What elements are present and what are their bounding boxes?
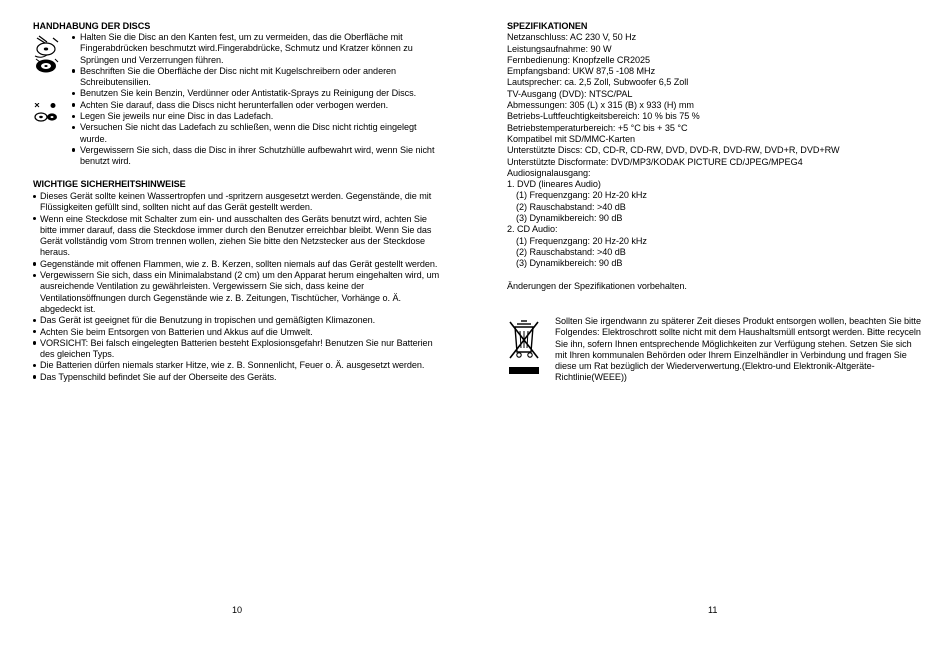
spec-line: Lautsprecher: ca. 2,5 Zoll, Subwoofer 6,5 Zoll: [507, 77, 689, 88]
weee-crossed-bin-icon: [507, 318, 541, 376]
bullet-icon: [72, 126, 75, 129]
list-item: Vergewissern Sie sich, dass die Disc in ihrer Schutzhülle aufbewahrt wird, wenn Sie nicht benutzt wird.: [72, 145, 442, 168]
list-item: Dieses Gerät sollte keinen Wassertropfen und -spritzern ausgesetzt werden. Gegenstände, die mit Flüssigkeiten gefüllt sind, sollten nicht auf das Gerät gestellt werden.: [33, 191, 441, 214]
list-item: Benutzen Sie kein Benzin, Verdünner oder Antistatik-Sprays zu Reinigung der Discs.: [72, 88, 442, 99]
disc-handling-heading: HANDHABUNG DER DISCS: [33, 21, 151, 31]
safety-list: [33, 191, 441, 383]
spacer: [507, 270, 927, 281]
list-item: Gegenstände mit offenen Flammen, wie z. B. Kerzen, sollten niemals auf das Gerät gestellt werden.: [33, 259, 441, 270]
list-item: Das Gerät ist geeignet für die Benutzung in tropischen und gemäßigten Klimazonen.: [33, 315, 441, 326]
spec-line: Unterstützte Discs: CD, CD-R, CD-RW, DVD, DVD-R, DVD-RW, DVD+R, DVD+RW: [507, 145, 840, 156]
dvd-audio-label: 1. DVD (lineares Audio): [507, 179, 601, 190]
spec-line: Audiosignalausgang:: [507, 167, 591, 178]
list-item: Versuchen Sie nicht das Ladefach zu schließen, wenn die Disc nicht richtig eingelegt wurde.: [72, 122, 442, 145]
dvd-audio-item: (2) Rauschabstand: >40 dB: [516, 201, 626, 212]
list-item: Achten Sie darauf, dass die Discs nicht herunterfallen oder verbogen werden.: [72, 100, 442, 111]
cd-audio-item: (1) Frequenzgang: 20 Hz-20 kHz: [516, 235, 647, 246]
page-number: 11: [708, 605, 718, 615]
list-item: Beschriften Sie die Oberfläche der Disc nicht mit Kugelschreibern oder anderen Schreibutensilien.: [72, 66, 442, 89]
specs-section: [507, 21, 927, 292]
list-item: Vergewissern Sie sich, dass ein Minimalabstand (2 cm) um den Apparat herum eingehalten wird, um ausreichende Ventilation zu gewährleisten. Vergewissern Sie sich, dass keine der Ventilationsöffnungen durch Gegenstände wie z. B. Zeitungen, Tischtücher, Vorhänge o. Ä. abgedeckt ist.: [33, 270, 441, 315]
cd-audio-item: (2) Rauschabstand: >40 dB: [516, 246, 626, 257]
spec-line: Kompatibel mit SD/MMC-Karten: [507, 133, 635, 144]
spec-line: Empfangsband: UKW 87,5 -108 MHz: [507, 66, 656, 77]
right-page: [475, 0, 950, 654]
bullet-icon: [33, 217, 36, 220]
page-number: 10: [232, 605, 243, 615]
bullet-icon: [33, 330, 36, 333]
spec-line: Netzanschluss: AC 230 V, 50 Hz: [507, 32, 637, 43]
spec-line: TV-Ausgang (DVD): NTSC/PAL: [507, 88, 633, 99]
spec-line: Leistungsaufnahme: 90 W: [507, 43, 612, 54]
dvd-audio-item: (1) Frequenzgang: 20 Hz-20 kHz: [516, 190, 647, 201]
bullet-icon: [33, 364, 36, 367]
disc-handling-list: [72, 32, 442, 168]
list-item: Wenn eine Steckdose mit Schalter zum ein- und ausschalten des Geräts benutzt wird, achten Sie bitte immer darauf, dass die Steckdose immer durch den Benutzer erreichbar bleibt. Wenn Sie das Gerät vollständig vom Strom trennen wollen, ziehen Sie bitte den Netzstecker aus der Steckdose heraus.: [33, 214, 441, 259]
cd-audio-label: 2. CD Audio:: [507, 224, 558, 235]
bullet-icon: [33, 195, 36, 198]
bullet-icon: [72, 36, 75, 39]
bullet-icon: [33, 274, 36, 277]
bullet-icon: [33, 375, 36, 378]
bullet-icon: [72, 103, 75, 106]
list-item: Halten Sie die Disc an den Kanten fest, um zu vermeiden, das die Oberfläche mit Fingerabdrücken beschmutzt wird.Fingerabdrücke, Schmutz und Kratzer können zu Sprüngen und Verzerrungen führen.: [72, 32, 442, 66]
spec-line: Betriebstemperaturbereich: +5 °C bis + 35 °C: [507, 122, 688, 133]
list-item: Die Batterien dürfen niemals starker Hitze, wie z. B. Sonnenlicht, Feuer o. Ä. ausgesetzt werden.: [33, 360, 441, 371]
safety-heading: WICHTIGE SICHERHEITSHINWEISE: [33, 179, 186, 189]
bullet-icon: [72, 148, 75, 151]
weee-disposal-text: Sollten Sie irgendwann zu späterer Zeit dieses Produkt entsorgen wollen, beachten Sie bitte Folgendes: Elektroschrott sollte nicht mit dem Haushaltsmüll entsorgt werden. Bitte recyceln Sie ihn, sofern Ihnen entsprechende Möglichkeiten zur Verfügung stehen. Setzen Sie sich mit Ihren kommunalen Behörden oder Ihrem Einzelhändler in Verbindung und fragen Sie diese um Rat bezüglich der Wiederverwertung.(Elektro-und Elektronik-Altgeräte-Richtlinie(WEEE)): [555, 316, 921, 383]
do-not-scratch-disc-icon: [33, 103, 61, 123]
bullet-icon: [72, 115, 75, 118]
cd-audio-item: (3) Dynamikbereich: 90 dB: [516, 258, 623, 269]
spec-line: Abmessungen: 305 (L) x 315 (B) x 933 (H) mm: [507, 100, 694, 111]
specs-heading: SPEZIFIKATIONEN: [507, 21, 588, 31]
dvd-audio-item: (3) Dynamikbereich: 90 dB: [516, 213, 623, 224]
specs-note: Änderungen der Spezifikationen vorbehalten.: [507, 280, 687, 291]
bullet-icon: [33, 319, 36, 322]
bullet-icon: [33, 262, 36, 265]
bullet-icon: [72, 92, 75, 95]
spec-line: Betriebs-Luftfeuchtigkeitsbereich: 10 % bis 75 %: [507, 111, 700, 122]
list-item: Achten Sie beim Entsorgen von Batterien und Akkus auf die Umwelt.: [33, 327, 441, 338]
spec-line: Fernbedienung: Knopfzelle CR2025: [507, 54, 650, 65]
bullet-icon: [33, 341, 36, 344]
list-item: VORSICHT: Bei falsch eingelegten Batterien besteht Explosionsgefahr! Benutzen Sie nur Batterien des gleichen Typs.: [33, 338, 441, 361]
bullet-icon: [72, 69, 75, 72]
list-item: Legen Sie jeweils nur eine Disc in das Ladefach.: [72, 111, 442, 122]
list-item: Das Typenschild befindet Sie auf der Oberseite des Geräts.: [33, 372, 441, 383]
spec-line: Unterstützte Discformate: DVD/MP3/KODAK PICTURE CD/JPEG/MPEG4: [507, 156, 803, 167]
disc-cleaning-icon: [33, 57, 61, 75]
